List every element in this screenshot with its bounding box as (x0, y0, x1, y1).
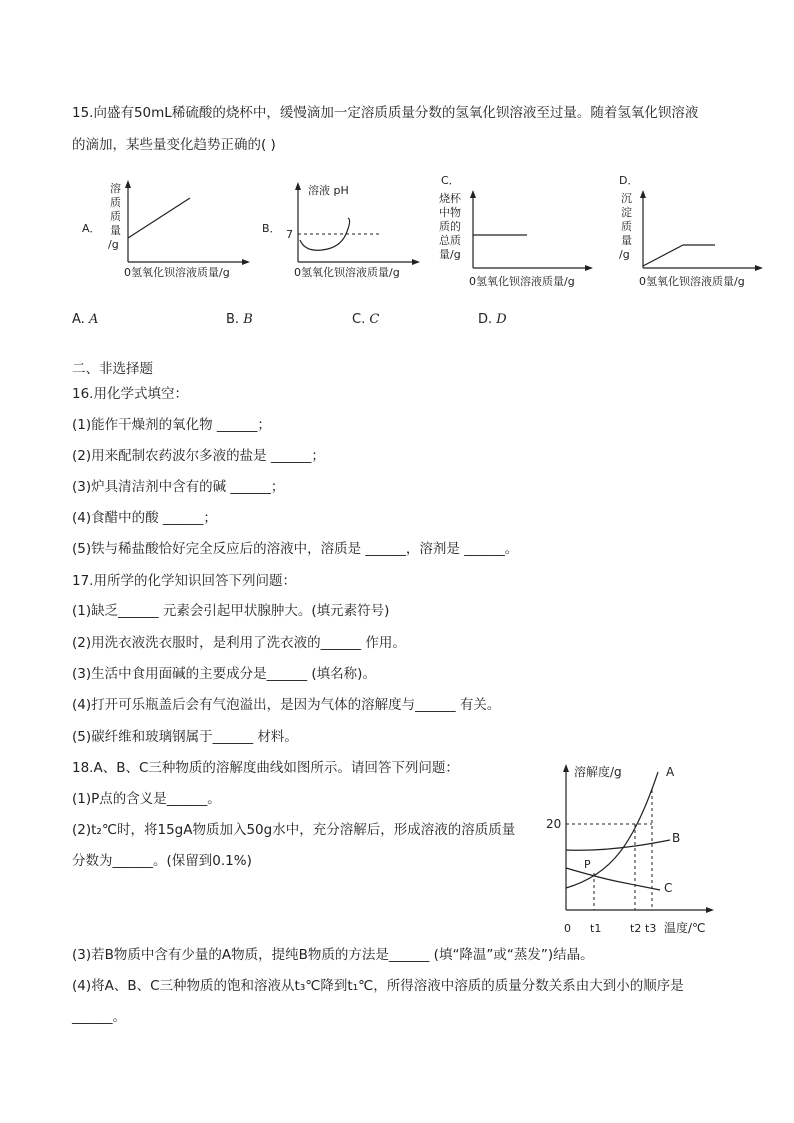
graph-d-ylabel-4: 量 (621, 234, 632, 247)
graph-a-line (128, 198, 190, 238)
q15-line2: 的滴加，某些量变化趋势正确的( ) (72, 137, 276, 153)
q18-item-2a: (2)t₂℃时，将15gA物质加入50g水中，充分溶解后，形成溶液的溶质质量 (72, 822, 516, 838)
option-d-value: D (496, 312, 507, 327)
chart-x-tick-t2: t2 (630, 922, 642, 935)
graph-a-label: A． (82, 222, 101, 235)
q17-item-5: (5)碳纤维和玻璃钢属于______ 材料。 (72, 729, 298, 745)
q18-item-4b: ______。 (72, 1009, 126, 1025)
curve-c-label: C (664, 881, 673, 895)
option-b[interactable] (226, 312, 253, 327)
graph-b-tick-7: 7 (286, 228, 293, 241)
curve-a (566, 772, 658, 888)
option-d[interactable] (478, 312, 507, 327)
q17-item-3: (3)生活中食用面碱的主要成分是______ (填名称)。 (72, 666, 376, 682)
q16-item-3: (3)炉具清洁剂中含有的碱 ______； (72, 479, 285, 495)
graph-a-ylabel-4: 量 (110, 224, 121, 237)
option-a-value: A (88, 312, 99, 327)
graph-c-ylabel-4: 总质 (439, 234, 461, 247)
graph-a-ylabel-2: 质 (110, 196, 121, 209)
q16-item-1: (1)能作干燥剂的氧化物 ______； (72, 417, 271, 433)
graph-d-ylabel-1: 沉 (621, 192, 632, 205)
graph-c-ylabel-5: 量/g (439, 248, 461, 261)
q18-item-3: (3)若B物质中含有少量的A物质，提纯B物质的方法是______ (填“降温”或“蒸发”)结晶。 (72, 947, 594, 963)
q17-item-2: (2)用洗衣液洗衣服时，是利用了洗衣液的______ 作用。 (72, 635, 406, 651)
chart-ylabel: 溶解度/g (574, 765, 622, 779)
graph-a-ylabel-1: 溶 (110, 182, 121, 195)
q16-item-2: (2)用来配制农药波尔多液的盐是 ______； (72, 448, 325, 464)
chart-x-tick-t3: t3 (645, 922, 657, 935)
graph-a-ylabel-5: /g (108, 238, 119, 251)
q16-item-4: (4)食醋中的酸 ______； (72, 510, 217, 526)
curve-c (566, 868, 660, 890)
option-c-prefix: C. (352, 312, 370, 327)
option-d-prefix: D. (478, 312, 497, 327)
q18-item-1: (1)P点的含义是______。 (72, 791, 221, 807)
graph-d-ylabel-3: 质 (621, 220, 632, 233)
option-c-value: C (369, 312, 380, 327)
graph-b-xlabel: 0氢氧化钡溶液质量/g (294, 266, 400, 279)
graph-c-ylabel-1: 烧杯 (439, 192, 461, 205)
q16-title: 16.用化学式填空： (72, 386, 188, 402)
graph-d-label: D． (619, 174, 639, 187)
graph-c-ylabel-3: 质的 (439, 220, 461, 233)
option-c[interactable] (352, 312, 379, 327)
chart-y-tick-20: 20 (546, 817, 562, 831)
q15-line1: 15.向盛有50mL稀硫酸的烧杯中，缓慢滴加一定溶质质量分数的氢氧化钡溶液至过量。随着氢氧化钡溶液 (72, 105, 699, 121)
graph-b (260, 180, 420, 280)
q17-item-4: (4)打开可乐瓶盖后会有气泡溢出，是因为气体的溶解度与______ 有关。 (72, 697, 501, 713)
graph-a-xlabel: 0氢氧化钡溶液质量/g (124, 266, 230, 279)
option-a-prefix: A. (72, 312, 89, 327)
q18-item-4a: (4)将A、B、C三种物质的饱和溶液从t₃℃降到t₁℃，所得溶液中溶质的质量分数关系由大到小的顺序是 (72, 978, 684, 994)
graph-a-ylabel-3: 质 (110, 210, 121, 223)
option-b-prefix: B. (226, 312, 244, 327)
option-b-value: B (243, 312, 253, 327)
graph-c-label: C． (441, 174, 460, 187)
q18-title: 18.A、B、C三种物质的溶解度曲线如图所示。请回答下列问题： (72, 760, 459, 776)
solubility-chart (540, 760, 720, 940)
graph-d-ylabel-5: /g (619, 248, 630, 261)
q17-item-1: (1)缺乏______ 元素会引起甲状腺肿大。(填元素符号) (72, 603, 390, 619)
chart-xlabel: 温度/℃ (664, 921, 706, 935)
graph-b-ylabel: 溶液 pH (308, 184, 349, 197)
curve-b (566, 840, 670, 850)
graph-d-line (643, 245, 715, 266)
graph-d (615, 172, 775, 292)
graph-a (80, 180, 250, 280)
chart-origin: 0 (564, 922, 571, 935)
curve-b-label: B (672, 831, 681, 845)
q17-title: 17.用所学的化学知识回答下列问题： (72, 573, 296, 589)
q16-item-5: (5)铁与稀盐酸恰好完全反应后的溶液中，溶质是 ______，溶剂是 ______。 (72, 541, 519, 557)
section-heading: 二、非选择题 (72, 361, 153, 377)
graph-c (435, 172, 595, 292)
point-p-label: P (584, 858, 591, 871)
graph-c-ylabel-2: 中物 (439, 206, 461, 219)
graph-b-label: B． (262, 222, 281, 235)
option-a[interactable] (72, 312, 98, 327)
q18-item-2b: 分数为______。(保留到0.1%) (72, 853, 252, 869)
graph-d-ylabel-2: 淀 (621, 206, 632, 219)
graph-c-xlabel: 0氢氧化钡溶液质量/g (469, 275, 575, 288)
curve-a-label: A (666, 765, 675, 779)
chart-x-tick-t1: t1 (590, 922, 602, 935)
graph-d-xlabel: 0氢氧化钡溶液质量/g (639, 275, 745, 288)
